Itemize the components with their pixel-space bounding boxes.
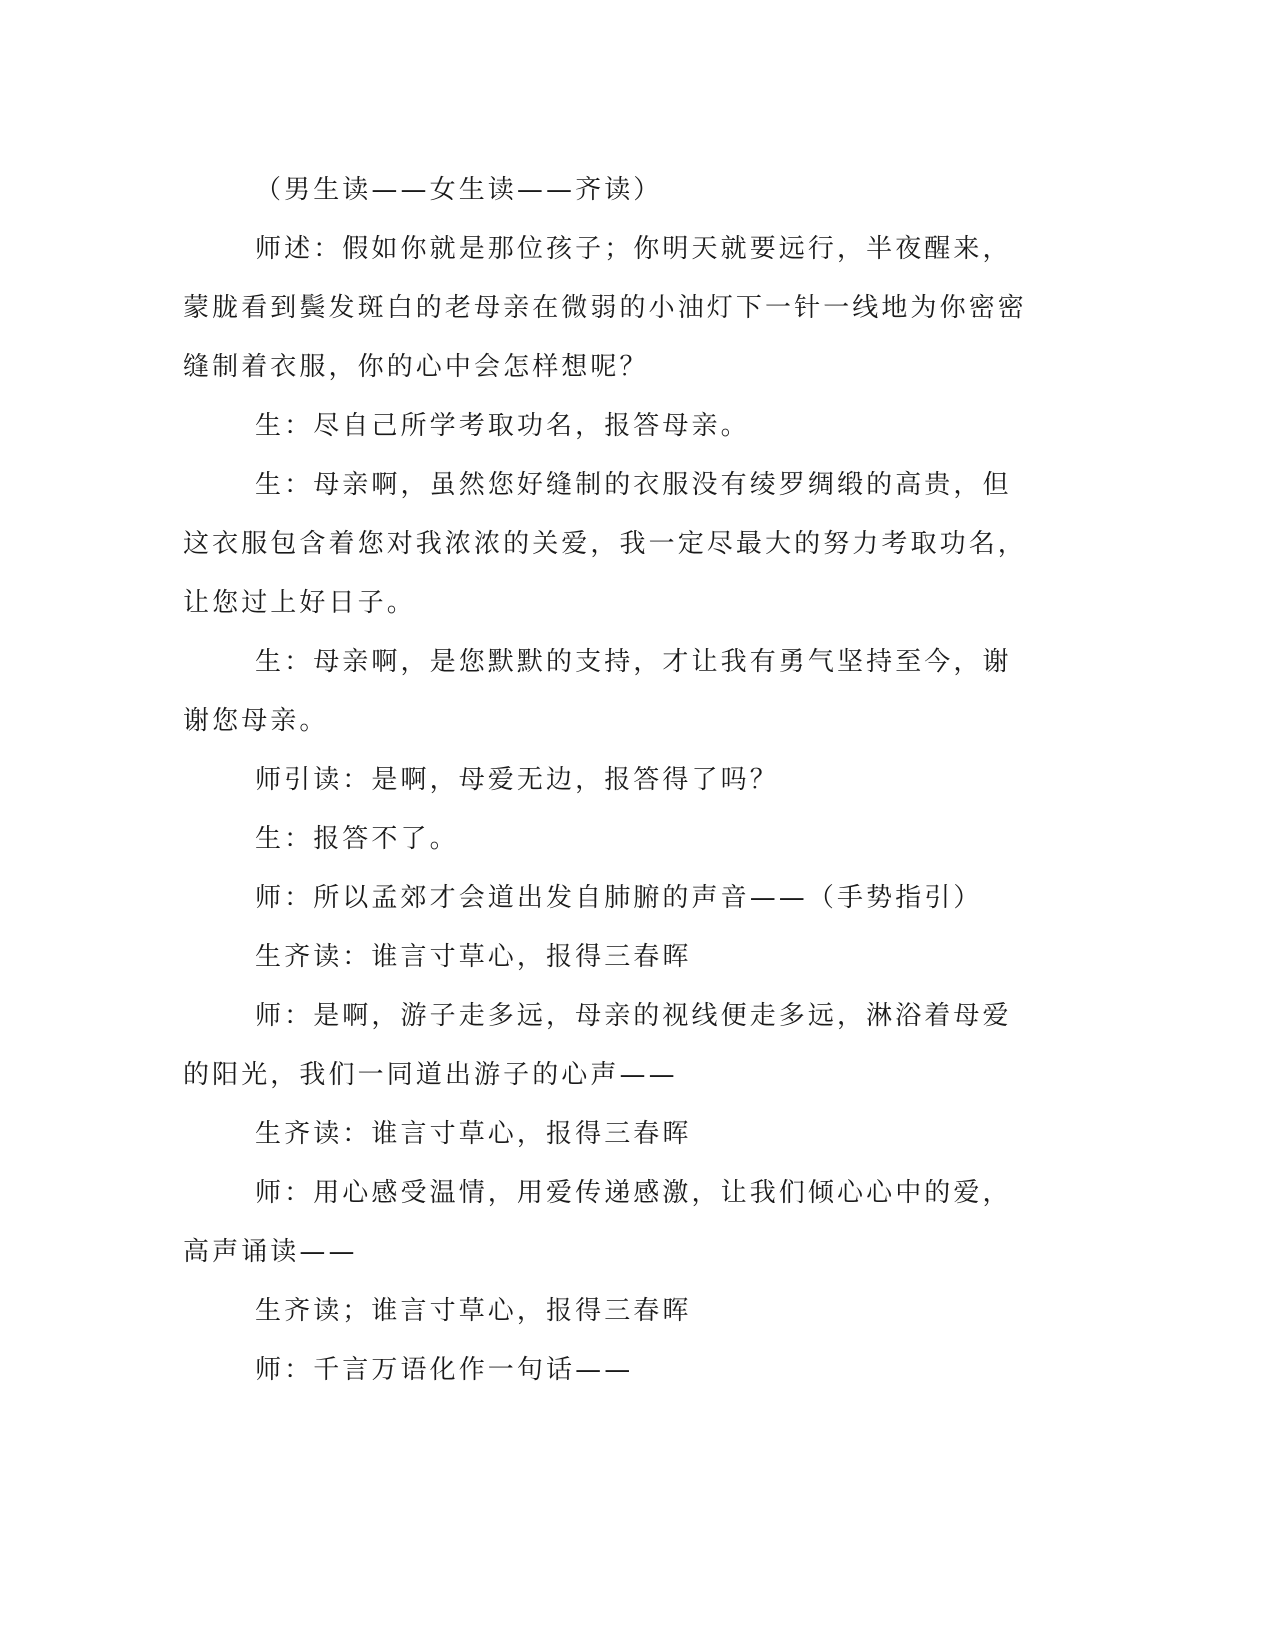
- paragraph-chorus-reading-1: 生齐读：谁言寸草心，报得三春晖: [255, 942, 692, 972]
- paragraph-teacher-narration: 师述：假如你就是那位孩子；你明天就要远行，半夜醒来，蒙胧看到鬓发斑白的老母亲在微弱的小油灯下一针一线地为你密密缝制着衣服，你的心中会怎样想呢？: [183, 234, 1027, 382]
- paragraph-teacher-prompt-3: 师：用心感受温情，用爱传递感激，让我们倾心心中的爱，高声诵读——: [183, 1178, 1012, 1267]
- document-body: [183, 161, 1033, 1400]
- paragraph-teacher-prompt-1: 师：所以孟郊才会道出发自肺腑的声音——（手势指引）: [255, 883, 983, 913]
- paragraph-chorus-reading-2: 生齐读：谁言寸草心，报得三春晖: [255, 1119, 692, 1149]
- paragraph-teacher-guided-reading: 师引读：是啊，母爱无边，报答得了吗？: [255, 765, 779, 795]
- paragraph-teacher-prompt-2: 师：是啊，游子走多远，母亲的视线便走多远，淋浴着母爱的阳光，我们一同道出游子的心声——: [183, 1001, 1012, 1090]
- paragraph-student-answer-2: 生：母亲啊，虽然您好缝制的衣服没有绫罗绸缎的高贵，但这衣服包含着您对我浓浓的关爱，我一定尽最大的努力考取功名，让您过上好日子。: [183, 470, 1027, 618]
- paragraph-teacher-prompt-4: 师：千言万语化作一句话——: [255, 1355, 634, 1385]
- paragraph-student-reply: 生：报答不了。: [255, 824, 459, 854]
- paragraph-student-answer-1: 生：尽自己所学考取功名，报答母亲。: [255, 411, 750, 441]
- paragraph-chorus-reading-3: 生齐读；谁言寸草心，报得三春晖: [255, 1296, 692, 1326]
- paragraph-student-answer-3: 生：母亲啊，是您默默的支持，才让我有勇气坚持至今，谢谢您母亲。: [183, 647, 1012, 736]
- paragraph-reading-modes: （男生读——女生读——齐读）: [255, 175, 663, 205]
